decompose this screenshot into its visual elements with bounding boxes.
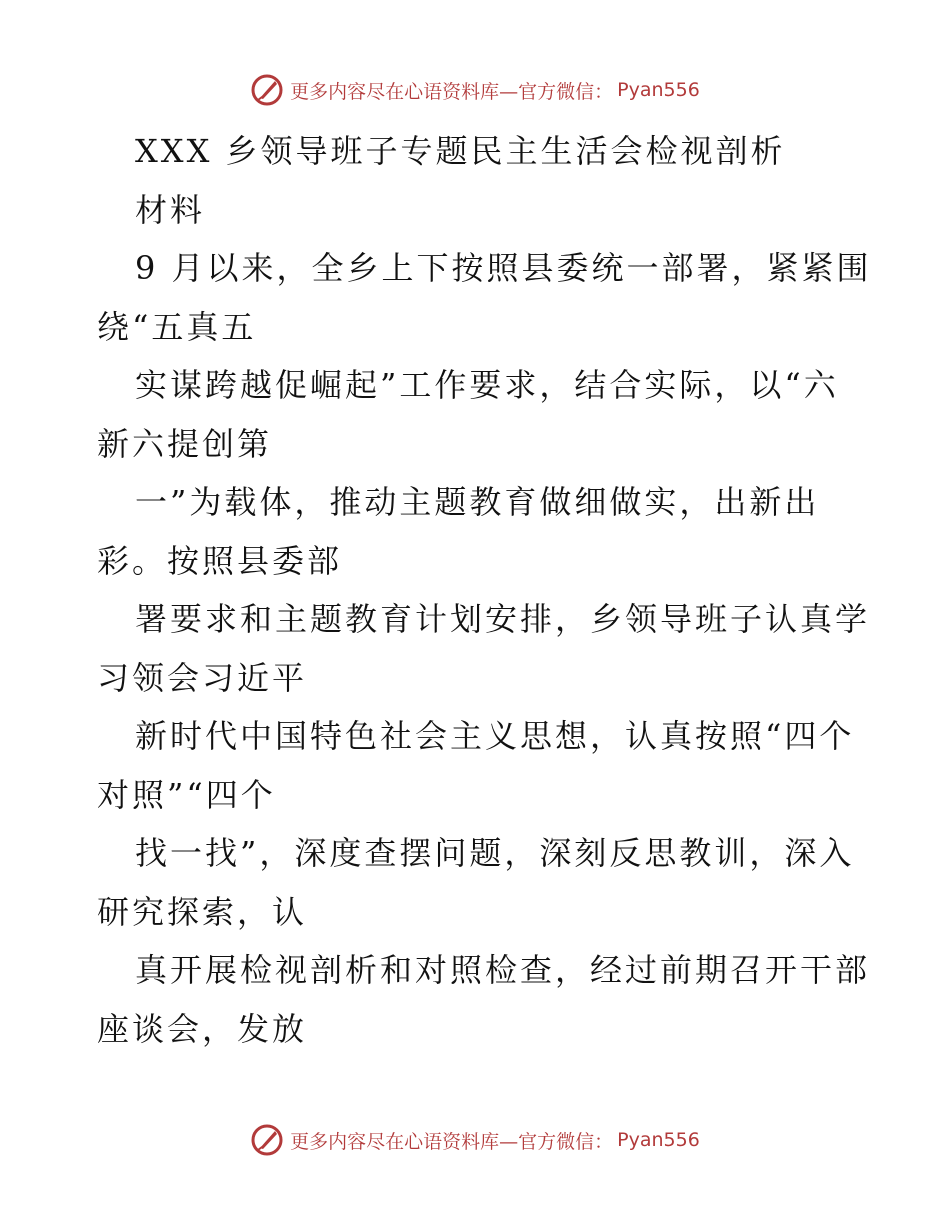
quill-logo-icon	[250, 73, 284, 107]
paragraph-line: 真开展检视剖析和对照检查，经过前期召开干部	[135, 951, 871, 989]
paragraph-line: 9 月以来，全乡上下按照县委统一部署，紧紧围	[135, 249, 872, 287]
paragraph-line: 研究探索，认	[97, 892, 308, 931]
paragraph-line: 彩。按照县委部	[97, 541, 343, 580]
paragraph-line: 一”为载体，推动主题教育做细做实，出新出	[135, 483, 820, 521]
header-watermark-banner	[0, 70, 950, 110]
title-line-2: 材料	[135, 190, 206, 229]
paragraph-line: 实谋跨越促崛起”工作要求，结合实际，以“六	[135, 366, 839, 404]
paragraph-line: 习领会习近平	[97, 658, 308, 697]
quill-logo-icon	[250, 1123, 284, 1157]
paragraph-line: 对照”“四个	[97, 775, 276, 814]
banner-wechat-id: Pyan556	[617, 79, 700, 101]
paragraph-line: 署要求和主题教育计划安排，乡领导班子认真学	[135, 600, 871, 638]
paragraph-line: 新六提创第	[97, 424, 273, 463]
footer-watermark-banner	[0, 1120, 950, 1160]
paragraph-line: 座谈会，发放	[97, 1009, 308, 1048]
banner-wechat-id: Pyan556	[617, 1129, 700, 1151]
title-line-1: XXX 乡领导班子专题民主生活会检视剖析	[135, 132, 786, 170]
paragraph-line: 找一找”，深度查摆问题，深刻反思教训，深入	[135, 834, 855, 872]
paragraph-line: 新时代中国特色社会主义思想，认真按照“四个	[135, 717, 855, 755]
document-body	[97, 122, 877, 1058]
banner-text: 更多内容尽在心语资料库—官方微信：	[290, 80, 614, 103]
paragraph-line: 绕“五真五	[97, 307, 257, 346]
banner-text: 更多内容尽在心语资料库—官方微信：	[290, 1130, 614, 1153]
